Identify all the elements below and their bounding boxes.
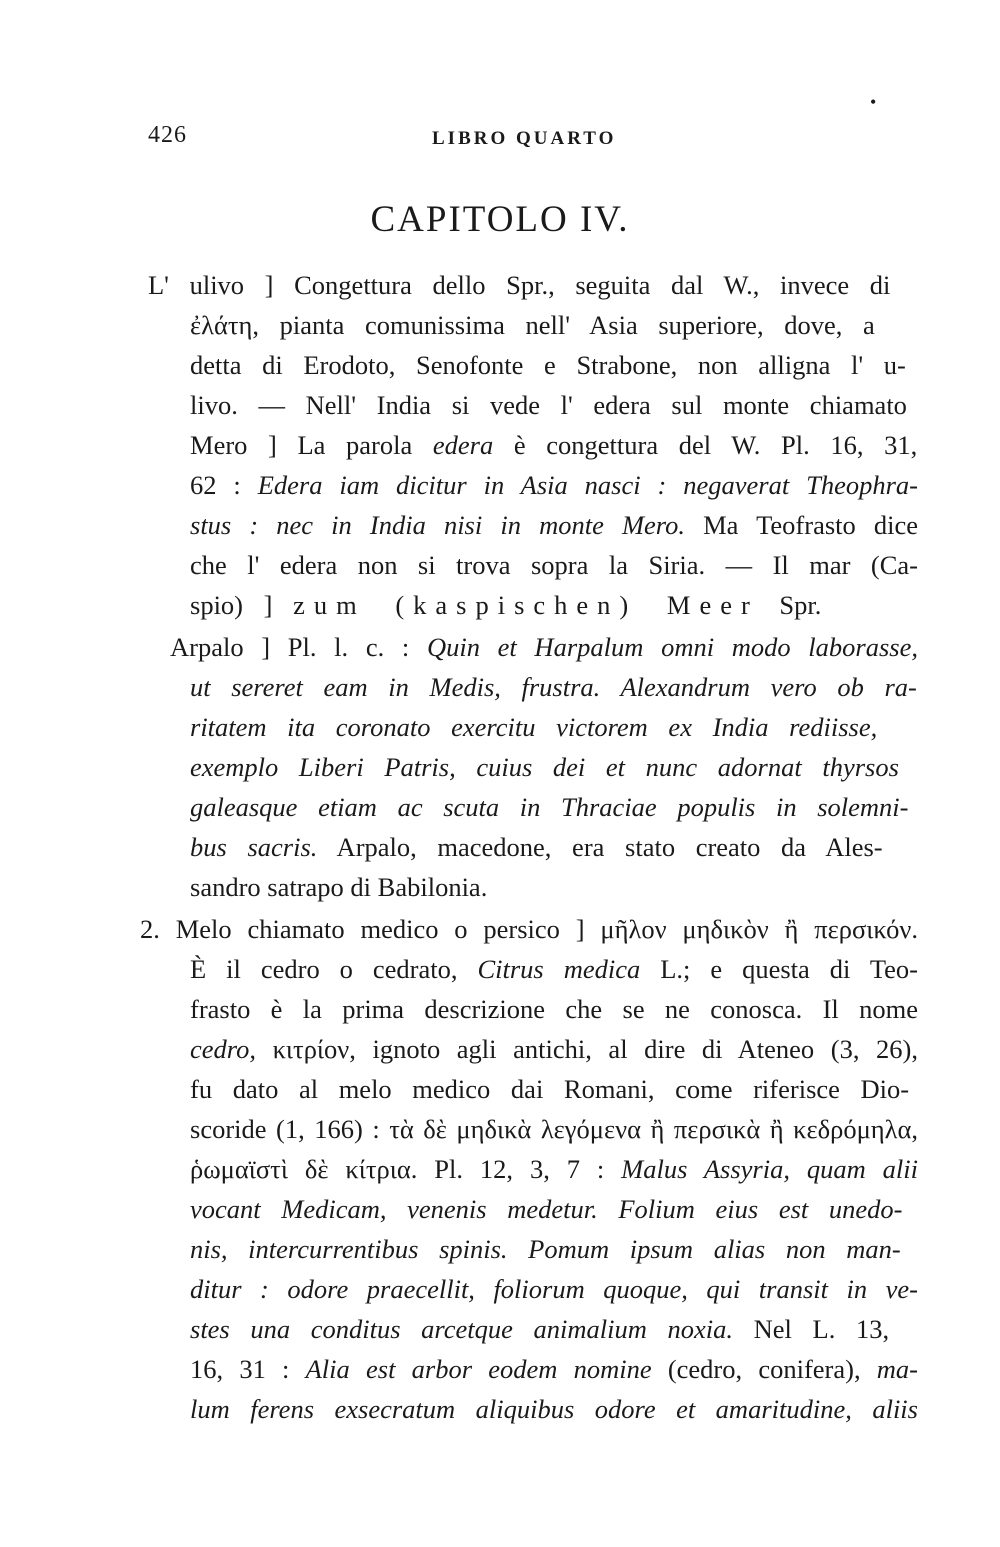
italic-span: Citrus medica	[477, 954, 641, 984]
text-span: ῥωμαϊστὶ δὲ κίτρια. Pl. 12, 3, 7 :	[190, 1154, 622, 1184]
italic-span: nis, intercurrentibus spinis. Pomum ipsum alias non man-	[190, 1234, 901, 1264]
italic-span: ut sereret eam in Medis, frustra. Alexandrum vero ob ra-	[190, 672, 917, 702]
text-span: 2. Melo chiamato medico o persico ] μῆλον μηδικὸν ἢ περσικόν.	[140, 914, 918, 944]
italic-span: vocant Medicam, venenis medetur. Folium eius est unedo-	[190, 1194, 903, 1224]
text-span: Arpalo ] Pl. l. c. :	[170, 632, 427, 662]
text-line	[190, 312, 875, 339]
text-span: Spr.	[758, 590, 822, 620]
text-span: Nel L. 13,	[733, 1314, 890, 1344]
text-line	[190, 592, 821, 619]
text-line	[190, 1076, 909, 1103]
text-span: 16, 31 :	[190, 1354, 306, 1384]
text-span: ἐλάτη, pianta comunissima nell' Asia superiore, dove, a	[190, 310, 875, 340]
text-span: scoride (1, 166) : τὰ δὲ μηδικὰ λεγόμενα ἢ περσικὰ ἢ κεδρόμηλα,	[190, 1114, 918, 1144]
text-span: L' ulivo ] Congettura dello Spr., seguita dal W., invece di	[148, 270, 891, 300]
italic-span: cedro,	[190, 1034, 256, 1064]
italic-span: ditur : odore praecellit, foliorum quoque, qui transit in ve-	[190, 1274, 918, 1304]
italic-span: edera	[432, 430, 494, 460]
text-line	[140, 916, 918, 943]
text-line	[190, 754, 899, 781]
text-line	[170, 634, 918, 661]
italic-span: Malus Assyria, quam alii	[621, 1154, 918, 1184]
italic-span: Quin et Harpalum omni modo laborasse,	[426, 632, 918, 662]
text-line	[190, 1276, 918, 1303]
italic-span: stes una conditus arcetque animalium noxia.	[190, 1314, 734, 1344]
text-span: detta di Erodoto, Senofonte e Strabone, non alligna l' u-	[190, 350, 906, 380]
italic-span: stus : nec in India nisi in monte Mero.	[190, 510, 685, 540]
text-span: L.; e questa di Teo-	[640, 954, 919, 984]
text-span: zum (kaspischen) Meer	[293, 590, 759, 620]
text-line	[190, 352, 906, 379]
text-span: spio) ]	[190, 590, 294, 620]
text-span: Arpalo, macedone, era stato creato da Ales-	[317, 832, 883, 862]
text-span: κιτρίον, ignoto agli antichi, al dire di Ateneo (3, 26),	[255, 1034, 918, 1064]
text-span: (cedro, conifera),	[651, 1354, 877, 1384]
text-line	[190, 1156, 918, 1183]
text-line	[190, 874, 487, 901]
italic-span: Edera iam dicitur in Asia nasci : negaverat Theophra-	[257, 470, 918, 500]
text-line	[190, 1356, 918, 1383]
text-line	[190, 1196, 902, 1223]
text-span: Mero ] La parola	[190, 430, 433, 460]
text-line	[190, 834, 883, 861]
italic-span: lum ferens exsecratum aliquibus odore et amaritudine, aliis	[190, 1394, 918, 1424]
text-span: sandro satrapo di Babilonia.	[190, 872, 488, 902]
text-span: Ma Teofrasto dice	[685, 510, 919, 540]
italic-span: bus sacris.	[190, 832, 318, 862]
text-line	[190, 1236, 901, 1263]
text-line	[190, 512, 918, 539]
text-span: È il cedro o cedrato,	[190, 954, 478, 984]
italic-span: exemplo Liberi Patris, cuius dei et nunc adornat thyrsos	[190, 752, 899, 782]
italic-span: ma-	[876, 1354, 918, 1384]
italic-span: Alia est arbor eodem nomine	[305, 1354, 652, 1384]
text-span: 62 :	[190, 470, 258, 500]
text-span: frasto è la prima descrizione che se ne conosca. Il nome	[190, 994, 918, 1024]
italic-span: ritatem ita coronato exercitu victorem ex India rediisse,	[190, 712, 878, 742]
text-line	[190, 674, 917, 701]
text-line	[190, 1036, 918, 1063]
dot-mark: •	[870, 92, 877, 112]
text-line	[190, 794, 909, 821]
italic-span: galeasque etiam ac scuta in Thraciae populis in solemni-	[190, 792, 909, 822]
text-line	[190, 1396, 918, 1423]
text-line	[148, 272, 890, 299]
text-line	[190, 552, 918, 579]
text-line	[190, 1316, 889, 1343]
page-number: 426	[148, 122, 187, 148]
text-span: che l' edera non si trova sopra la Siria. — Il mar (Ca-	[190, 550, 918, 580]
text-line	[190, 996, 918, 1023]
text-span: fu dato al melo medico dai Romani, come riferisce Dio-	[190, 1074, 910, 1104]
text-line	[190, 472, 918, 499]
text-line	[190, 392, 907, 419]
text-span: è congettura del W. Pl. 16, 31,	[493, 430, 918, 460]
text-line	[190, 432, 917, 459]
chapter-title: CAPITOLO IV.	[370, 199, 630, 240]
text-line	[190, 714, 877, 741]
text-span: livo. — Nell' India si vede l' edera sul monte chiamato	[190, 390, 907, 420]
text-line	[190, 956, 918, 983]
running-head: LIBRO QUARTO	[432, 128, 617, 149]
text-line	[190, 1116, 918, 1143]
